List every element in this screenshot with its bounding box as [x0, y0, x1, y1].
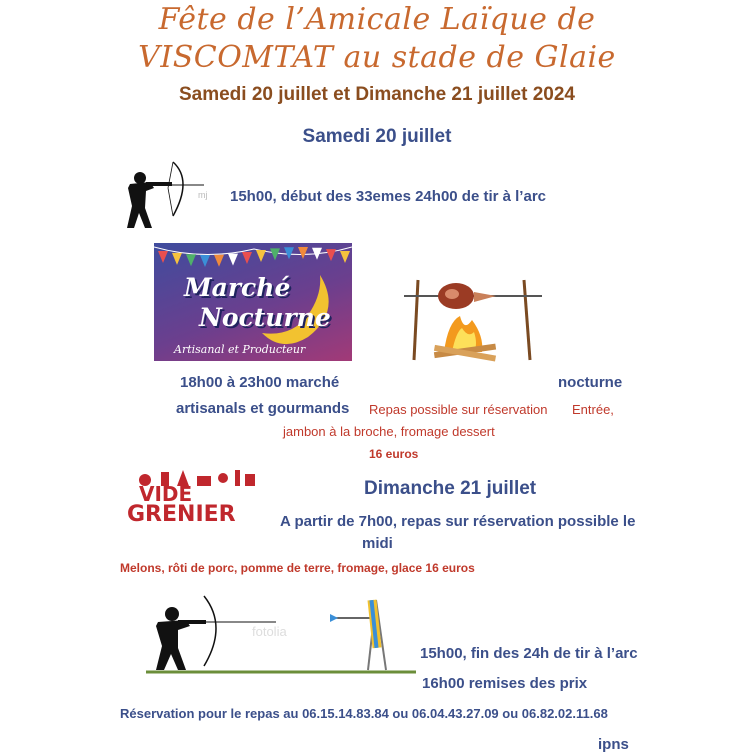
archery-start-text: 15h00, début des 33emes 24h00 de tir à l’arc — [230, 188, 546, 205]
sunday-heading: Dimanche 21 juillet — [364, 478, 537, 499]
saturday-meal-note: Repas possible sur réservation — [369, 402, 548, 417]
bunting-flag — [158, 251, 168, 263]
bunting-flag — [200, 255, 210, 267]
grenier-word: GRENIER — [127, 502, 236, 527]
market-time-text: 18h00 à 23h00 marché — [180, 374, 340, 391]
reservation-text: Réservation pour le repas au 06.15.14.83.84 ou 06.04.43.27.09 ou 06.82.02.11.68 — [120, 706, 608, 721]
bunting-flag — [172, 253, 182, 265]
nocturne-word: Nocturne — [199, 303, 331, 332]
saturday-menu: jambon à la broche, fromage dessert — [283, 424, 495, 439]
market-nocturne-word: nocturne — [558, 374, 623, 391]
market-type-text: artisanals et gourmands — [176, 400, 350, 417]
saturday-price: 16 euros — [369, 447, 419, 461]
prizes-text: 16h00 remises des prix — [422, 675, 588, 692]
sunday-meal-line-1: A partir de 7h00, repas sur réservation possible le — [280, 513, 636, 530]
title-line-2: VISCOMTAT au stade de Glaie — [138, 40, 616, 75]
signature-text: ipns — [598, 736, 629, 753]
bunting-flag — [186, 254, 196, 266]
bunting-flags — [154, 243, 352, 273]
watermark-text: mj — [198, 190, 208, 200]
vide-word: VIDE — [139, 482, 193, 506]
bunting-flag — [284, 247, 294, 259]
bunting-flag — [326, 249, 336, 261]
title-line-1: Fête de l’Amicale Laïque de — [158, 2, 596, 37]
bunting-flag — [214, 255, 224, 267]
sunday-meal-line-2: midi — [362, 535, 393, 552]
bunting-flag — [270, 248, 280, 260]
saturday-entree-word: Entrée, — [572, 402, 614, 417]
bunting-flag — [298, 247, 308, 259]
bunting-flag — [242, 252, 252, 264]
marche-subtitle: Artisanal et Producteur — [174, 343, 306, 356]
sunday-menu: Melons, rôti de porc, pomme de terre, fromage, glace 16 euros — [120, 561, 475, 575]
saturday-heading: Samedi 20 juillet — [302, 126, 452, 147]
marche-word: Marché — [184, 273, 291, 302]
watermark-fotolia: fotolia — [252, 624, 287, 639]
bunting-flag — [256, 250, 266, 262]
bunting-flag — [228, 254, 238, 266]
bunting-flag — [340, 251, 350, 263]
archery-end-text: 15h00, fin des 24h de tir à l’arc — [420, 645, 638, 662]
event-dates: Samedi 20 juillet et Dimanche 21 juillet 2024 — [178, 84, 575, 105]
vide-grenier-image — [127, 468, 261, 532]
roast-spit-icon — [404, 276, 542, 362]
marche-nocturne-image — [154, 243, 352, 361]
